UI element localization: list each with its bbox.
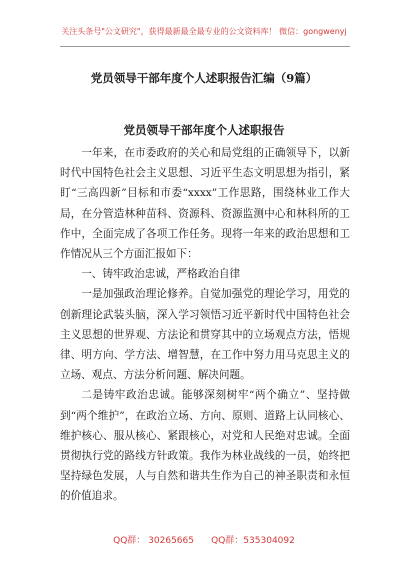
paragraph-heading: 一、铸牢政治忠诚，严格政治自律 <box>81 268 241 281</box>
paragraph-theory: 一是加强政治理论修养。自觉加强党的理论学习，用党的创新理论武装头脑，深入学习领悟习近平新时代中国特色社会主义思想的世界观、方法论和贯穿其中的立场观点方法，悟规律、明方向、学方法、增智慧，在工作中努力用马克思主义的立场、观点、方法分析问题、解决问题。 <box>60 288 350 382</box>
footer-qq-groups: QQ群： 30265665 QQ群：535304092 <box>113 536 295 546</box>
document-title: 党员领导干部年度个人述职报告汇编（9篇） <box>90 71 318 85</box>
header-divider <box>60 46 350 47</box>
paragraph-loyalty: 二是铸牢政治忠诚。能够深刻树牢“两个确立”、坚持做到“两个维护”，在政治立场、方向、原则、道路上认同核心、维护核心、服从核心、紧跟核心，对党和人民绝对忠诚。全面贯彻执行党的路线方针政策。我作为林业战线的一员，始终把坚持绿色发展，人与自然和谐共生作为自己的神圣职责和永恒的价值追求。 <box>60 389 350 503</box>
section-title: 党员领导干部年度个人述职报告 <box>123 123 285 137</box>
paragraph-intro: 一年来，在市委政府的关心和局党组的正确领导下，以新时代中国特色社会主义思想、习近平生态文明思想为指引，紧盯“三高四新”目标和市委“xxxx”工作思路，围绕林业工作大局，在分管造林种苗科、资源科、资源监测中心和林科所的工作中，全面完成了各项工作任务。现将一年来的政治思想和工作情况从三个方面汇报如下： <box>60 147 350 261</box>
document-body <box>60 143 350 507</box>
header-promo-text: 关注头条号"公文研究"，获得最新最全最专业的公文资料库！ 微信：gongwenyj <box>61 27 347 36</box>
